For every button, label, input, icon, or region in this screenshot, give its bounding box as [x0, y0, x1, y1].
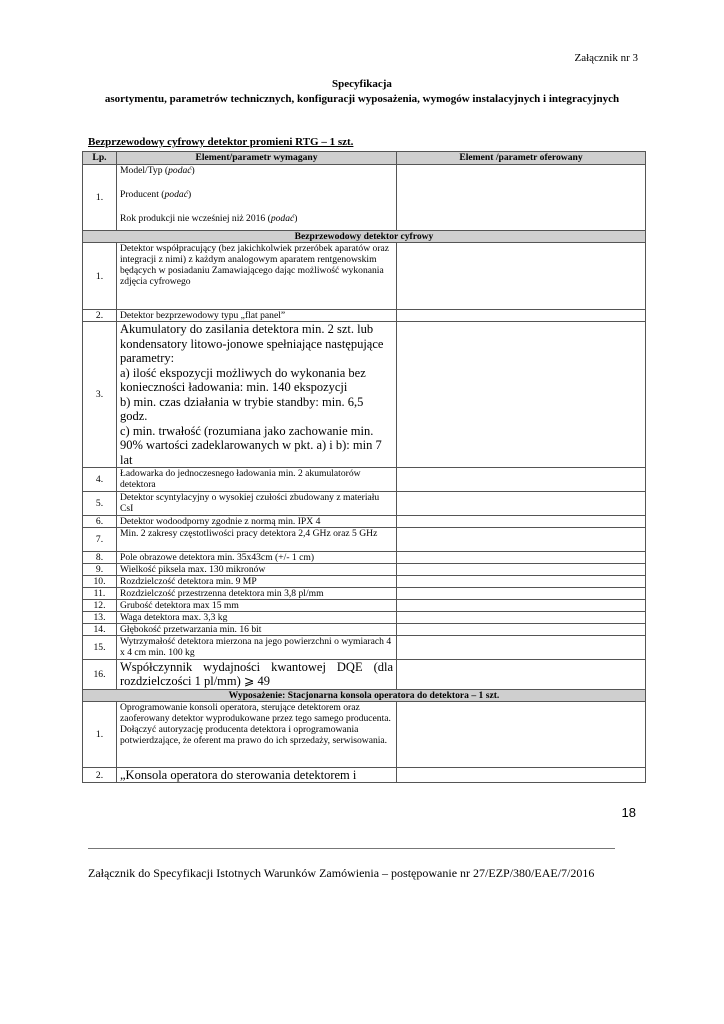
row-text: Detektor bezprzewodowy typu „flat panel” — [117, 310, 397, 322]
table-header-row — [83, 152, 646, 165]
row-text: Wytrzymałość detektora mierzona na jego powierzchni o wymiarach 4 x 4 cm min. 100 kg — [117, 636, 397, 660]
row-text: Ładowarka do jednoczesnego ładowania min. 2 akumulatorów detektora — [117, 468, 397, 492]
section-title: Bezprzewodowy cyfrowy detektor promieni RTG – 1 szt. — [88, 136, 354, 148]
footer-text: Załącznik do Specyfikacji Istotnych Warunków Zamówienia – postępowanie nr 27/EZP/380/EAE/7/2016 — [88, 866, 595, 880]
row-lp: 11. — [83, 588, 117, 600]
offer-cell[interactable] — [397, 165, 646, 231]
row-lp: 4. — [83, 468, 117, 492]
row-text: Model/Typ (podać) Producent (podać) Rok produkcji nie wcześniej niż 2016 (podać) — [117, 165, 397, 231]
offer-cell[interactable] — [397, 768, 646, 783]
row-lp: 12. — [83, 600, 117, 612]
table-row — [83, 243, 646, 310]
offer-cell[interactable] — [397, 528, 646, 552]
table-row — [83, 768, 646, 783]
row-text: Rozdzielczość przestrzenna detektora min 3,8 pl/mm — [117, 588, 397, 600]
offer-cell[interactable] — [397, 492, 646, 516]
row-text: Oprogramowanie konsoli operatora, sterujące detektorem oraz zaoferowany detektor wyprodukowane przez tego samego producenta. Dołączyć autoryzację producenta detektora i oprogramowania potwierdzające, że oferent ma prawo do ich sprzedaży, serwisowania. — [117, 702, 397, 768]
row-text: Waga detektora max. 3,3 kg — [117, 612, 397, 624]
row-lp: 1. — [83, 702, 117, 768]
offer-cell[interactable] — [397, 310, 646, 322]
offer-cell[interactable] — [397, 660, 646, 690]
band-label: Wyposażenie: Stacjonarna konsola operatora do detektora – 1 szt. — [83, 690, 646, 702]
row-text: Głębokość przetwarzania min. 16 bit — [117, 624, 397, 636]
footer-divider — [88, 848, 615, 849]
table-row — [83, 492, 646, 516]
row-text: Detektor współpracujący (bez jakichkolwiek przeróbek aparatów oraz integracji z nimi) z każdym analogowym aparatem rentgenowskim będących w posiadaniu Zamawiającego dając możliwość wykonania zdjęcia cyfrowego — [117, 243, 397, 310]
offer-cell[interactable] — [397, 624, 646, 636]
row-lp: 15. — [83, 636, 117, 660]
row-lp: 2. — [83, 768, 117, 783]
table-row — [83, 165, 646, 231]
row-text: Wielkość piksela max. 130 mikronów — [117, 564, 397, 576]
row-lp: 13. — [83, 612, 117, 624]
row-lp: 10. — [83, 576, 117, 588]
table-row — [83, 310, 646, 322]
offer-cell[interactable] — [397, 552, 646, 564]
table-row — [83, 612, 646, 624]
table-row — [83, 600, 646, 612]
row-text: Pole obrazowe detektora min. 35x43cm (+/- 1 cm) — [117, 552, 397, 564]
row-text: Detektor wodoodporny zgodnie z normą min. IPX 4 — [117, 516, 397, 528]
row-text: Min. 2 zakresy częstotliwości pracy detektora 2,4 GHz oraz 5 GHz — [117, 528, 397, 552]
band-label: Bezprzewodowy detektor cyfrowy — [83, 231, 646, 243]
row-lp: 8. — [83, 552, 117, 564]
offer-cell[interactable] — [397, 576, 646, 588]
offer-cell[interactable] — [397, 243, 646, 310]
table-row — [83, 322, 646, 468]
table-row — [83, 528, 646, 552]
col-header-required: Element/parametr wymagany — [117, 152, 397, 165]
table-row — [83, 636, 646, 660]
offer-cell[interactable] — [397, 702, 646, 768]
row-text: Współczynnik wydajności kwantowej DQE (dla rozdzielczości 1 pl/mm) ⩾ 49 — [117, 660, 397, 690]
offer-cell[interactable] — [397, 564, 646, 576]
col-header-offered: Element /parametr oferowany — [397, 152, 646, 165]
col-header-lp: Lp. — [83, 152, 117, 165]
spec-table — [82, 151, 646, 783]
offer-cell[interactable] — [397, 322, 646, 468]
row-lp: 14. — [83, 624, 117, 636]
row-lp: 7. — [83, 528, 117, 552]
table-row — [83, 564, 646, 576]
section-band — [83, 231, 646, 243]
offer-cell[interactable] — [397, 516, 646, 528]
row-lp: 2. — [83, 310, 117, 322]
offer-cell[interactable] — [397, 612, 646, 624]
table-row — [83, 552, 646, 564]
table-row — [83, 702, 646, 768]
offer-cell[interactable] — [397, 600, 646, 612]
table-row — [83, 660, 646, 690]
spec-title: Specyfikacja — [332, 78, 392, 90]
offer-cell[interactable] — [397, 588, 646, 600]
table-row — [83, 624, 646, 636]
table-row — [83, 588, 646, 600]
page-number: 18 — [621, 805, 636, 820]
spec-subtitle: asortymentu, parametrów technicznych, konfiguracji wyposażenia, wymogów instalacyjnych i integracyjnych — [104, 93, 620, 105]
attachment-label: Załącznik nr 3 — [574, 52, 638, 64]
row-text: Rozdzielczość detektora min. 9 MP — [117, 576, 397, 588]
row-lp: 1. — [83, 243, 117, 310]
row-text: Grubość detektora max 15 mm — [117, 600, 397, 612]
row-lp: 3. — [83, 322, 117, 468]
table-row — [83, 516, 646, 528]
row-lp: 16. — [83, 660, 117, 690]
row-lp: 5. — [83, 492, 117, 516]
row-text: Detektor scyntylacyjny o wysokiej czułości zbudowany z materiału CsI — [117, 492, 397, 516]
table-row — [83, 576, 646, 588]
row-lp: 1. — [83, 165, 117, 231]
table-row — [83, 468, 646, 492]
row-text: „Konsola operatora do sterowania detektorem i — [117, 768, 397, 783]
row-lp: 6. — [83, 516, 117, 528]
offer-cell[interactable] — [397, 636, 646, 660]
offer-cell[interactable] — [397, 468, 646, 492]
row-lp: 9. — [83, 564, 117, 576]
section-band — [83, 690, 646, 702]
row-text: Akumulatory do zasilania detektora min. 2 szt. lub kondensatory litowo-jonowe spełniające następujące parametry: a) ilość ekspozycji możliwych do wykonania bez konieczności ładowania: min. 140 ekspozycji b) min. czas działania w trybie standby: min. 6,5 godz. c) min. trwałość (rozumiana jako zachowanie min. 90% wartości zadeklarowanych w pkt. a) i b): min 7 lat — [117, 322, 397, 468]
